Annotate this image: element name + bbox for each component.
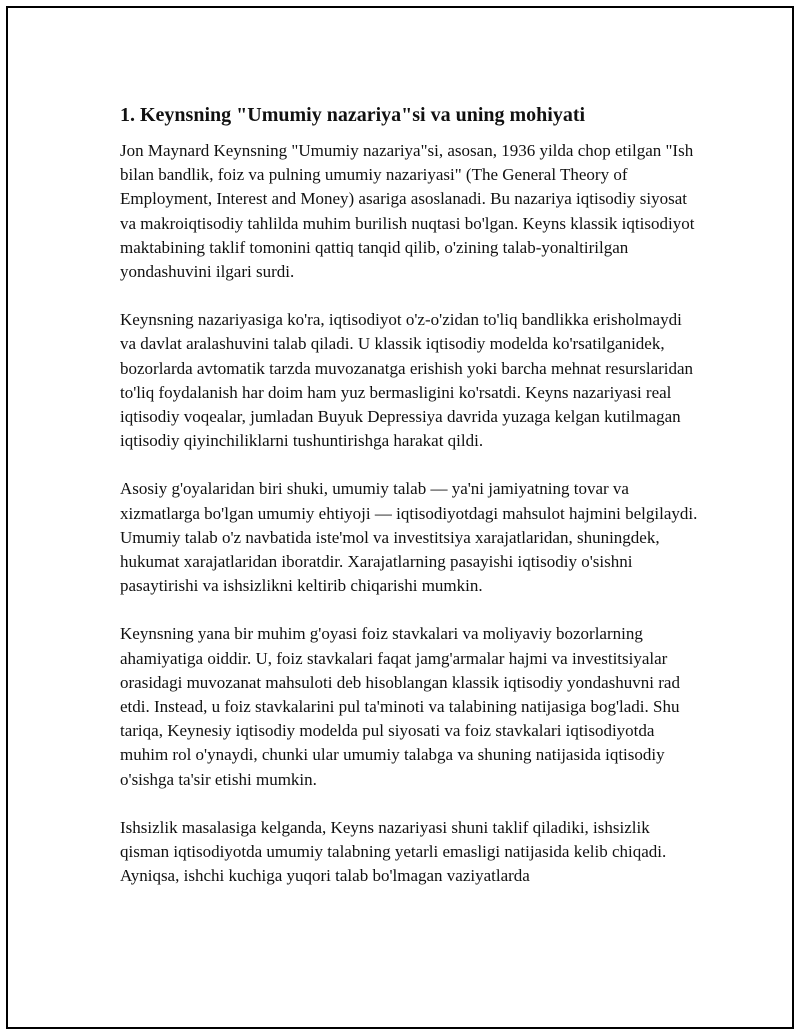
paragraph-4: Keynsning yana bir muhim g'oyasi foiz stavkalari va moliyaviy bozorlarning ahamiyatiga oiddir. U, foiz stavkalari faqat jamg'armalar hajmi va investitsiyalar orasidagi muvozanat mahsuloti deb hisoblangan klassik iqtisodiy yondashuvni rad etdi. Instead, u foiz stavkalarini pul ta'minoti va talabining natijasiga bog'ladi. Shu tariqa, Keynesiy iqtisodiy modelda pul siyosati va foiz stavkalari iqtisodiyotda muhim rol o'ynaydi, chunki ular umumiy talabga va shuning natijasida iqtisodiy o'sishga ta'sir etishi mumkin. xyxy=(120,624,680,789)
section-heading: 1. Keynsning "Umumiy nazariya"si va uning mohiyati xyxy=(120,104,586,126)
document-body xyxy=(120,102,700,912)
paragraph-2: Keynsning nazariyasiga ko'ra, iqtisodiyot o'z-o'zidan to'liq bandlikka erisholmaydi va davlat aralashuvini talab qiladi. U klassik iqtisodiy modelda ko'rsatilganidek, bozorlarda avtomatik tarzda muvozanatga erishish yoki barcha mehnat resurslaridan to'liq foydalanish har doim ham yuz bermasligini ko'rsatdi. Keyns nazariyasi real iqtisodiy voqealar, jumladan Buyuk Depressiya davrida yuzaga kelgan kutilmagan iqtisodiy qiyinchiliklarni tushuntirishga harakat qildi. xyxy=(120,310,694,451)
paragraph-1: Jon Maynard Keynsning "Umumiy nazariya"si, asosan, 1936 yilda chop etilgan "Ish bilan bandlik, foiz va pulning umumiy nazariyasi" (The General Theory of Employment, Interest and Money) asariga asoslanadi. Bu nazariya iqtisodiy siyosat va makroiqtisodiy tahlilda muhim burilish nuqtasi bo'lgan. Keyns klassik iqtisodiyot maktabining taklif tomonini qattiq tanqid qilib, o'zining talab-yonaltirilgan yondashuvini ilgari surdi. xyxy=(120,141,695,282)
paragraph-5: Ishsizlik masalasiga kelganda, Keyns nazariyasi shuni taklif qiladiki, ishsizlik qisman iqtisodiyotda umumiy talabning yetarli emasligi natijasida kelib chiqadi. Ayniqsa, ishchi kuchiga yuqori talab bo'lmagan vaziyatlarda xyxy=(120,817,667,886)
page-frame xyxy=(6,6,794,1029)
paragraph-3: Asosiy g'oyalaridan biri shuki, umumiy talab — ya'ni jamiyatning tovar va xizmatlarga bo'lgan umumiy ehtiyoji — iqtisodiyotdagi mahsulot hajmini belgilaydi. Umumiy talab o'z navbatida iste'mol va investitsiya xarajatlaridan, shuningdek, hukumat xarajatlaridan iboratdir. Xarajatlarning pasayishi iqtisodiy o'sishni pasaytirishi va ishsizlikni keltirib chiqarishi mumkin. xyxy=(120,479,698,596)
